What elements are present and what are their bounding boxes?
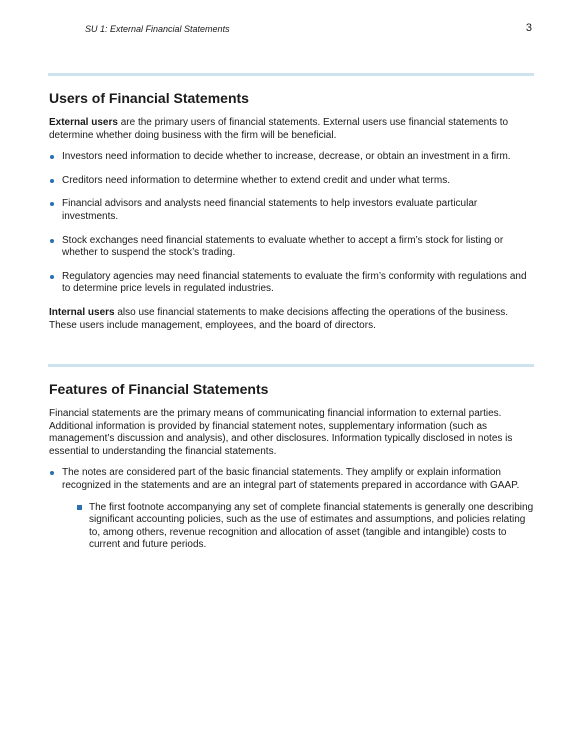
users-bullet-list [49,151,534,296]
list-item: Financial advisors and analysts need financial statements to help investors evaluate particular investments. [49,198,534,223]
section-features [49,381,534,552]
intro-text: are the primary users of financial statements. External users use financial statements to determine whether doing business with the firm will be beneficial. [49,117,509,141]
running-header [85,24,534,34]
term-external-users: External users [49,117,118,128]
term-internal-users: Internal users [49,306,115,318]
closing-paragraph [49,307,534,332]
intro-paragraph [49,117,534,142]
list-item: Creditors need information to determine whether to extend credit and under what terms. [49,175,534,188]
list-item: Investors need information to decide whether to increase, decrease, or obtain an investment in a firm. [49,151,534,164]
square-bullet-icon [77,505,82,510]
running-title: SU 1: External Financial Statements [85,24,230,34]
sub-bullet-list [62,502,534,552]
list-item: Stock exchanges need financial statements to evaluate whether to accept a firm’s stock for listing or whether to suspend the stock’s trading. [49,235,534,260]
bullet-icon [50,239,54,243]
section-title: Users of Financial Statements [49,90,249,106]
sub-list-item: The first footnote accompanying any set of complete financial statements is generally one describing significant accounting policies, such as the use of estimates and assumptions, and policies relating to, among others, revenue recognition and allocation of asset (tangible and intangible) costs to current and future periods. [76,502,534,552]
bullet-icon [50,179,54,183]
closing-text: also use financial statements to make decisions affecting the operations of the business. These users include management, employees, and the board of directors. [49,306,508,331]
intro-paragraph: Financial statements are the primary means of communicating financial information to external parties. Additional information is provided by financial statement notes, supplementary information (such as management’s discussion and analysis), and other disclosures. Information typically disclosed in notes is essential to understanding the financial statements. [49,408,513,457]
section-divider [48,73,534,76]
section-title: Features of Financial Statements [49,381,269,397]
page-number: 3 [525,22,532,34]
bullet-icon [50,471,54,475]
section-divider [48,364,534,367]
section-users [49,90,534,332]
bullet-icon [50,202,54,206]
list-item: The notes are considered part of the basic financial statements. They amplify or explain information recognized in the statements and are an integral part of statements prepared in accordance with GAAP. The first footnote accompanying any set of complete financial statements is generally one describing significant accounting policies, such as the use of estimates and assumptions, and policies relating to, among others, revenue recognition and allocation of asset (tangible and intangible) costs to current and future periods. [49,467,534,552]
features-bullet-list [49,467,534,552]
bullet-icon [50,275,54,279]
list-item: Regulatory agencies may need financial statements to evaluate the firm’s conformity with regulations and to determine price levels in regulated industries. [49,271,534,296]
bullet-icon [50,155,54,159]
